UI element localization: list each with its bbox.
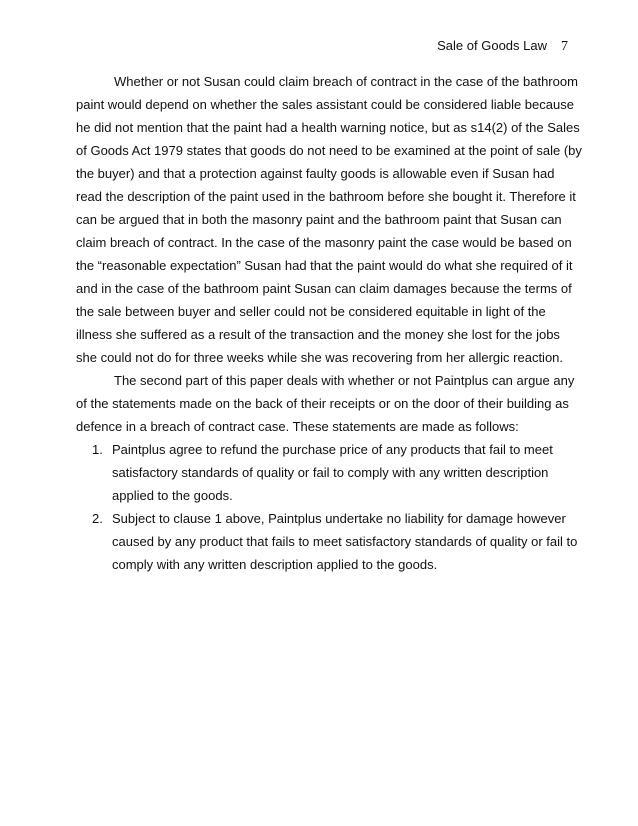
list-item-line: satisfactory standards of quality or fail to comply with any written description xyxy=(112,465,549,480)
paragraph-line: she could not do for three weeks while she was recovering from her allergic reaction. xyxy=(76,350,564,365)
paragraph-line: and in the case of the bathroom paint Susan can claim damages because the terms of xyxy=(76,281,572,296)
paragraph-line: read the description of the paint used in the bathroom before she bought it. Therefore it xyxy=(76,189,576,204)
list-item-1 xyxy=(76,438,571,507)
numbered-list xyxy=(76,438,578,576)
running-head-title: Sale of Goods Law xyxy=(437,38,547,53)
list-item-number: 2. xyxy=(92,511,103,526)
paragraph-1 xyxy=(76,70,582,369)
paragraph-line: Whether or not Susan could claim breach of contract in the case of the bathroom xyxy=(114,74,578,89)
paragraph-line: defence in a breach of contract case. These statements are made as follows: xyxy=(76,419,519,434)
paragraph-line: paint would depend on whether the sales assistant could be considered liable because xyxy=(76,97,574,112)
paragraph-line: of the statements made on the back of their receipts or on the door of their building as xyxy=(76,396,569,411)
paragraph-line: The second part of this paper deals with whether or not Paintplus can argue any xyxy=(114,373,575,388)
paragraph-line: the “reasonable expectation” Susan had that the paint would do what she required of it xyxy=(76,258,573,273)
paragraph-line: illness she suffered as a result of the transaction and the money she lost for the jobs xyxy=(76,327,560,342)
paragraph-line: the buyer) and that a protection against faulty goods is allowable even if Susan had xyxy=(76,166,555,181)
list-item-line: Subject to clause 1 above, Paintplus undertake no liability for damage however xyxy=(112,511,566,526)
paragraph-line: can be argued that in both the masonry paint and the bathroom paint that Susan can xyxy=(76,212,562,227)
paragraph-line: claim breach of contract. In the case of the masonry paint the case would be based on xyxy=(76,235,572,250)
list-item-line: applied to the goods. xyxy=(112,488,233,503)
page-number: 7 xyxy=(561,39,568,54)
list-item-number: 1. xyxy=(92,442,103,457)
list-item-line: comply with any written description applied to the goods. xyxy=(112,557,438,572)
running-head xyxy=(437,38,568,55)
paragraph-2 xyxy=(76,369,575,438)
paragraph-line: the sale between buyer and seller could not be considered equitable in light of the xyxy=(76,304,546,319)
list-item-2 xyxy=(76,507,578,576)
list-item-line: Paintplus agree to refund the purchase price of any products that fail to meet xyxy=(112,442,553,457)
document-body xyxy=(76,70,582,576)
paragraph-line: he did not mention that the paint had a health warning notice, but as s14(2) of the Sales xyxy=(76,120,580,135)
paragraph-line: of Goods Act 1979 states that goods do not need to be examined at the point of sale (by xyxy=(76,143,582,158)
list-item-line: caused by any product that fails to meet satisfactory standards of quality or fail to xyxy=(112,534,578,549)
